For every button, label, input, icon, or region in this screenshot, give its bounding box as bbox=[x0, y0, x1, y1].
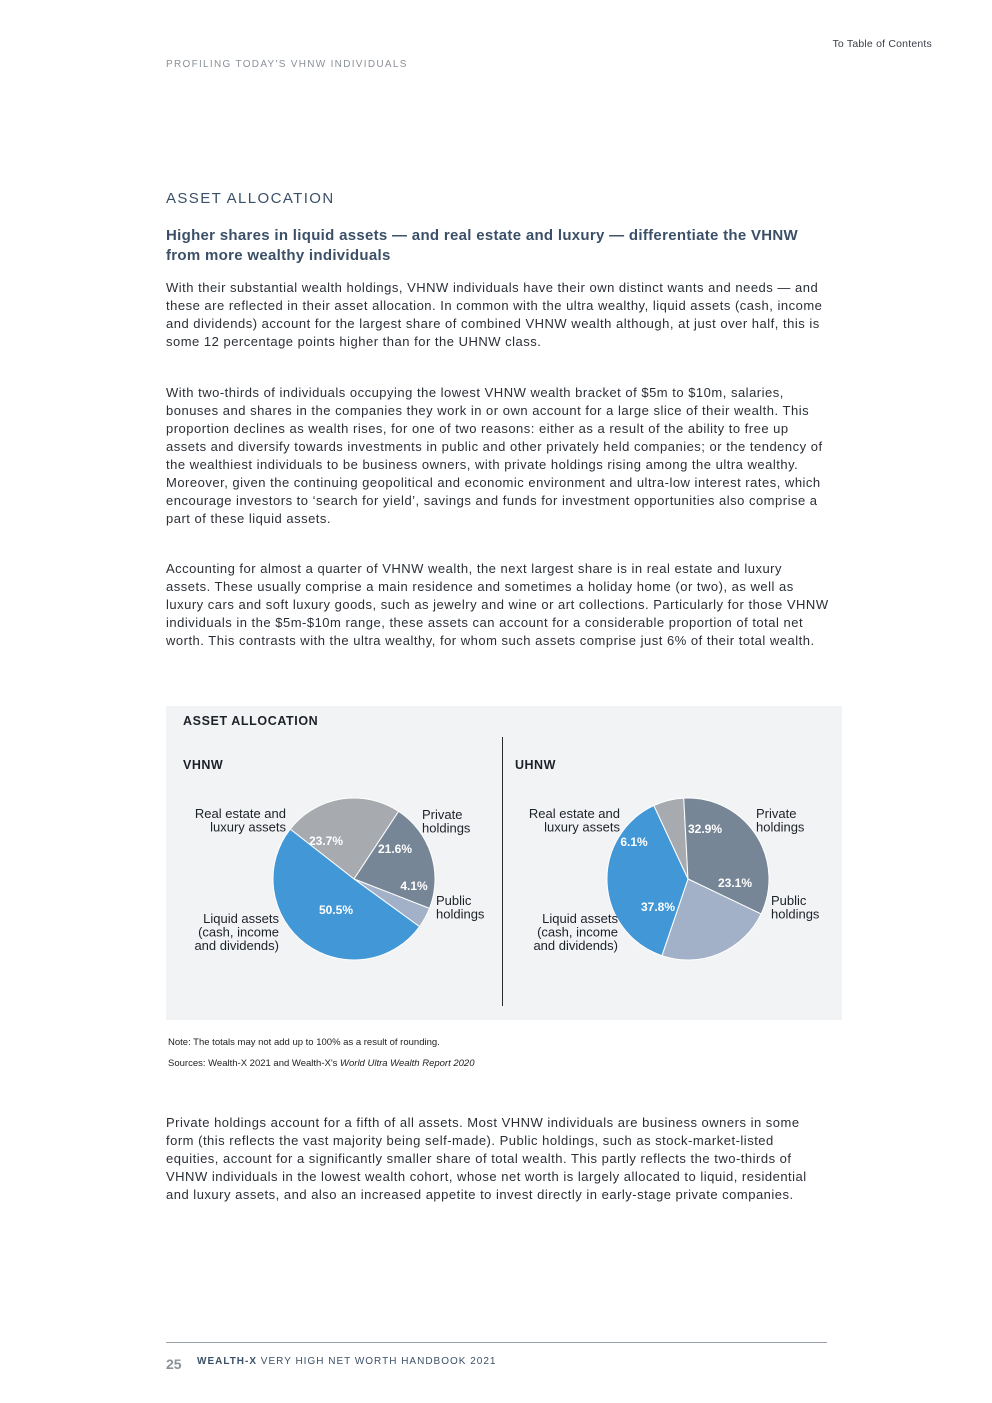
vhnw-pct-label: 23.7% bbox=[308, 834, 344, 848]
running-head: PROFILING TODAY'S VHNW INDIVIDUALS bbox=[166, 59, 408, 70]
chart-note: Note: The totals may not add up to 100% as a result of rounding. bbox=[168, 1037, 440, 1048]
footer-brand: WEALTH-X bbox=[197, 1356, 258, 1367]
uhnw-pct-label: 37.8% bbox=[640, 900, 676, 914]
footer-title bbox=[197, 1356, 496, 1367]
uhnw-pct-label: 23.1% bbox=[717, 876, 753, 890]
vhnw-category-label: Public holdings bbox=[436, 893, 485, 922]
body-paragraph-2: With two-thirds of individuals occupying the lowest VHNW wealth bracket of $5m to $10m, salaries, bonuses and shares in the companies they work in or own account for a large slice of their wealth. This proportion declines as wealth rises, for one of two reasons: either as a result of the ability to free up assets and diversify towards investments in public and other privately held companies; or the tendency of the wealthiest individuals to be business owners, with private holdings rising among the ultra wealthy. Moreover, given the continuing geopolitical and economic environment and ultra-low interest rates, which encourage investors to ‘search for yield’, savings and funds for investment opportunities also comprise a part of these liquid assets. bbox=[166, 385, 823, 526]
page-number: 25 bbox=[166, 1356, 182, 1372]
vhnw-category-label: Private holdings bbox=[422, 807, 471, 836]
vhnw-pct-label: 50.5% bbox=[318, 903, 354, 917]
uhnw-category-label: Liquid assets (cash, income and dividends) bbox=[533, 911, 618, 953]
chart-sources bbox=[168, 1058, 475, 1069]
vhnw-category-label: Real estate and luxury assets bbox=[194, 806, 286, 835]
sources-prefix: Sources: Wealth-X 2021 and Wealth-X's bbox=[168, 1058, 341, 1069]
sources-report-title: World Ultra Wealth Report 2020 bbox=[340, 1058, 475, 1069]
uhnw-category-label: Real estate and luxury assets bbox=[528, 806, 620, 835]
uhnw-pct-label: 6.1% bbox=[620, 835, 648, 849]
section-subheading: Higher shares in liquid assets — and real estate and luxury — differentiate the VHNW from more wealthy individuals bbox=[166, 227, 799, 264]
body-paragraph-3: Accounting for almost a quarter of VHNW wealth, the next largest share is in real estate and luxury assets. These usually comprise a main residence and sometimes a holiday home (or two), as well as luxury cars and soft luxury goods, such as jewelry and wine or art collections. Particularly for those VHNW individuals in the $5m-$10m range, these assets can account for a considerable proportion of total net worth. This contrasts with the ultra wealthy, for whom such assets comprise just 6% of their total wealth. bbox=[166, 561, 829, 648]
vhnw-category-label: Liquid assets (cash, income and dividends) bbox=[194, 911, 279, 953]
pie-charts bbox=[166, 706, 842, 1020]
uhnw-category-label: Private holdings bbox=[756, 806, 805, 835]
footer-rule bbox=[166, 1342, 827, 1343]
footer-publication: VERY HIGH NET WORTH HANDBOOK 2021 bbox=[257, 1356, 497, 1367]
body-paragraph-1: With their substantial wealth holdings, VHNW individuals have their own distinct wants and needs — and these are reflected in their asset allocation. In common with the ultra wealthy, liquid assets (cash, income and dividends) account for the largest share of combined VHNW wealth although, at just over half, this is some 12 percentage points higher than for the UHNW class. bbox=[166, 280, 823, 349]
vhnw-pie-title: VHNW bbox=[183, 758, 224, 772]
section-title: ASSET ALLOCATION bbox=[166, 190, 335, 207]
uhnw-pct-label: 32.9% bbox=[687, 822, 723, 836]
body-paragraph-4: Private holdings account for a fifth of all assets. Most VHNW individuals are business owners in some form (this reflects the vast majority being self-made). Public holdings, such as stock-market-listed equities, account for a significantly smaller share of total wealth. This partly reflects the two-thirds of VHNW individuals in the lowest wealth cohort, whose net worth is largely allocated to liquid, residential and luxury assets, and also an increased appetite to invest directly in early-stage private companies. bbox=[166, 1115, 807, 1202]
table-of-contents-link[interactable]: To Table of Contents bbox=[832, 38, 932, 50]
chart-title: ASSET ALLOCATION bbox=[183, 714, 319, 728]
vhnw-pct-label: 21.6% bbox=[377, 842, 413, 856]
asset-allocation-chart-panel bbox=[166, 706, 842, 1020]
uhnw-pie-title: UHNW bbox=[515, 758, 556, 772]
vhnw-pct-label: 4.1% bbox=[400, 879, 428, 893]
uhnw-category-label: Public holdings bbox=[771, 893, 820, 922]
